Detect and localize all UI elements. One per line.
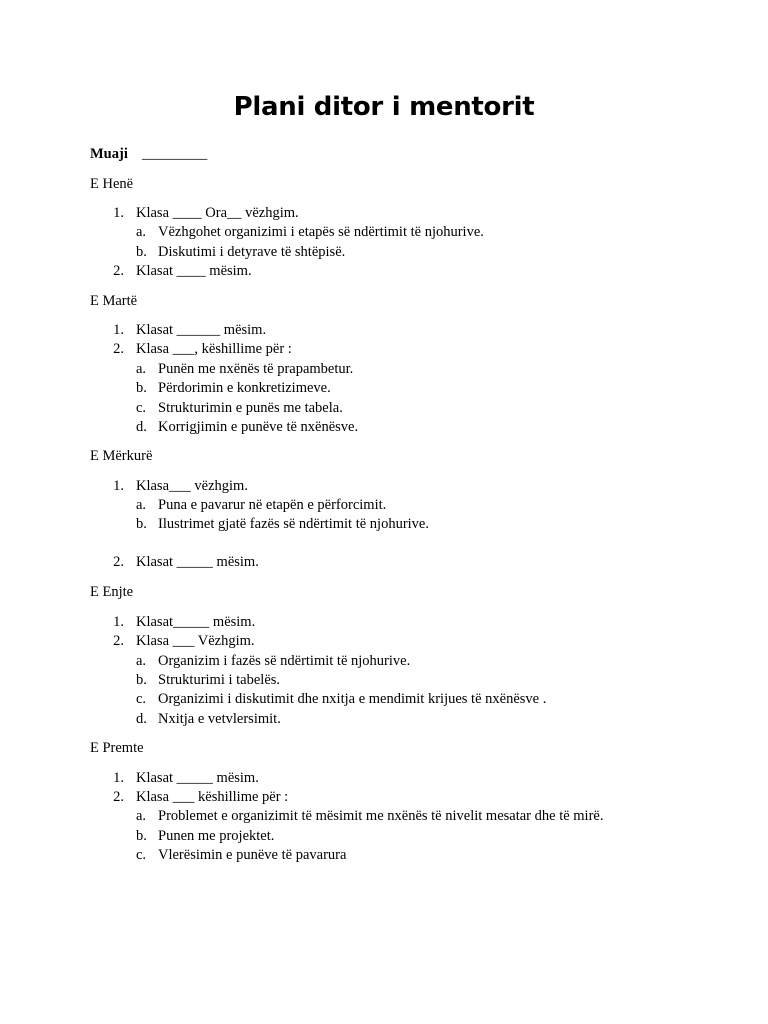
sub-letter: b. (136, 380, 147, 396)
sub-letter: b. (136, 672, 147, 688)
sub-item: Nxitja e vetvlersimit. (158, 711, 281, 727)
month-value: _________ (142, 146, 208, 162)
list-number: 2. (113, 263, 124, 279)
sub-item: Përdorimin e konkretizimeve. (158, 380, 331, 396)
list-item: Klasa ___ këshillime për : (136, 789, 289, 805)
sub-item: Korrigjimin e punëve të nxënësve. (158, 419, 359, 435)
sub-letter: b. (136, 516, 147, 532)
list-item: Klasa ___ Vëzhgim. (136, 633, 255, 649)
list-item: Klasat ____ mësim. (136, 263, 252, 279)
day-heading-wednesday: E Mërkurë (90, 448, 153, 464)
list-number: 1. (113, 478, 124, 494)
sub-item: Organizim i fazës së ndërtimit të njohurive. (158, 653, 411, 669)
sub-letter: a. (136, 361, 147, 377)
sub-item: Vlerësimin e punëve të pavarura (158, 847, 347, 863)
list-number: 1. (113, 614, 124, 630)
day-heading-monday: E Henë (90, 176, 134, 192)
sub-item: Problemet e organizimit të mësimit me nxënës të nivelit mesatar dhe të mirë. (158, 808, 604, 824)
list-number: 1. (113, 770, 124, 786)
list-number: 1. (113, 322, 124, 338)
sub-letter: d. (136, 419, 147, 435)
page-title: Plani ditor i mentorit (233, 92, 535, 122)
list-item: Klasat_____ mësim. (136, 614, 256, 630)
list-item: Klasa ____ Ora__ vëzhgim. (136, 205, 299, 221)
sub-letter: b. (136, 244, 147, 260)
sub-item: Punen me projektet. (158, 828, 275, 844)
day-heading-thursday: E Enjte (90, 584, 134, 600)
sub-letter: c. (136, 691, 147, 707)
list-number: 2. (113, 789, 124, 805)
sub-item: Organizimi i diskutimit dhe nxitja e mendimit krijues të nxënësve . (158, 691, 547, 707)
sub-letter: c. (136, 400, 147, 416)
list-number: 1. (113, 205, 124, 221)
sub-item: Vëzhgohet organizimi i etapës së ndërtimit të njohurive. (158, 224, 484, 240)
day-heading-tuesday: E Martë (90, 293, 138, 309)
sub-letter: d. (136, 711, 147, 727)
list-number: 2. (113, 633, 124, 649)
list-item: Klasat _____ mësim. (136, 554, 259, 570)
list-item: Klasa ___, këshillime për : (136, 341, 292, 357)
list-item: Klasat _____ mësim. (136, 770, 259, 786)
list-number: 2. (113, 341, 124, 357)
list-item: Klasa___ vëzhgim. (136, 478, 248, 494)
sub-letter: a. (136, 224, 147, 240)
sub-item: Puna e pavarur në etapën e përforcimit. (158, 497, 387, 513)
sub-letter: c. (136, 847, 147, 863)
sub-item: Ilustrimet gjatë fazës së ndërtimit të njohurive. (158, 516, 429, 532)
month-label: Muaji (90, 146, 128, 162)
sub-item: Strukturimin e punës me tabela. (158, 400, 343, 416)
list-item: Klasat ______ mësim. (136, 322, 267, 338)
sub-letter: a. (136, 497, 147, 513)
list-number: 2. (113, 554, 124, 570)
sub-letter: b. (136, 828, 147, 844)
sub-letter: a. (136, 808, 147, 824)
day-heading-friday: E Premte (90, 740, 144, 756)
sub-letter: a. (136, 653, 147, 669)
sub-item: Diskutimi i detyrave të shtëpisë. (158, 244, 346, 260)
sub-item: Strukturimi i tabelës. (158, 672, 281, 688)
sub-item: Punën me nxënës të prapambetur. (158, 361, 354, 377)
